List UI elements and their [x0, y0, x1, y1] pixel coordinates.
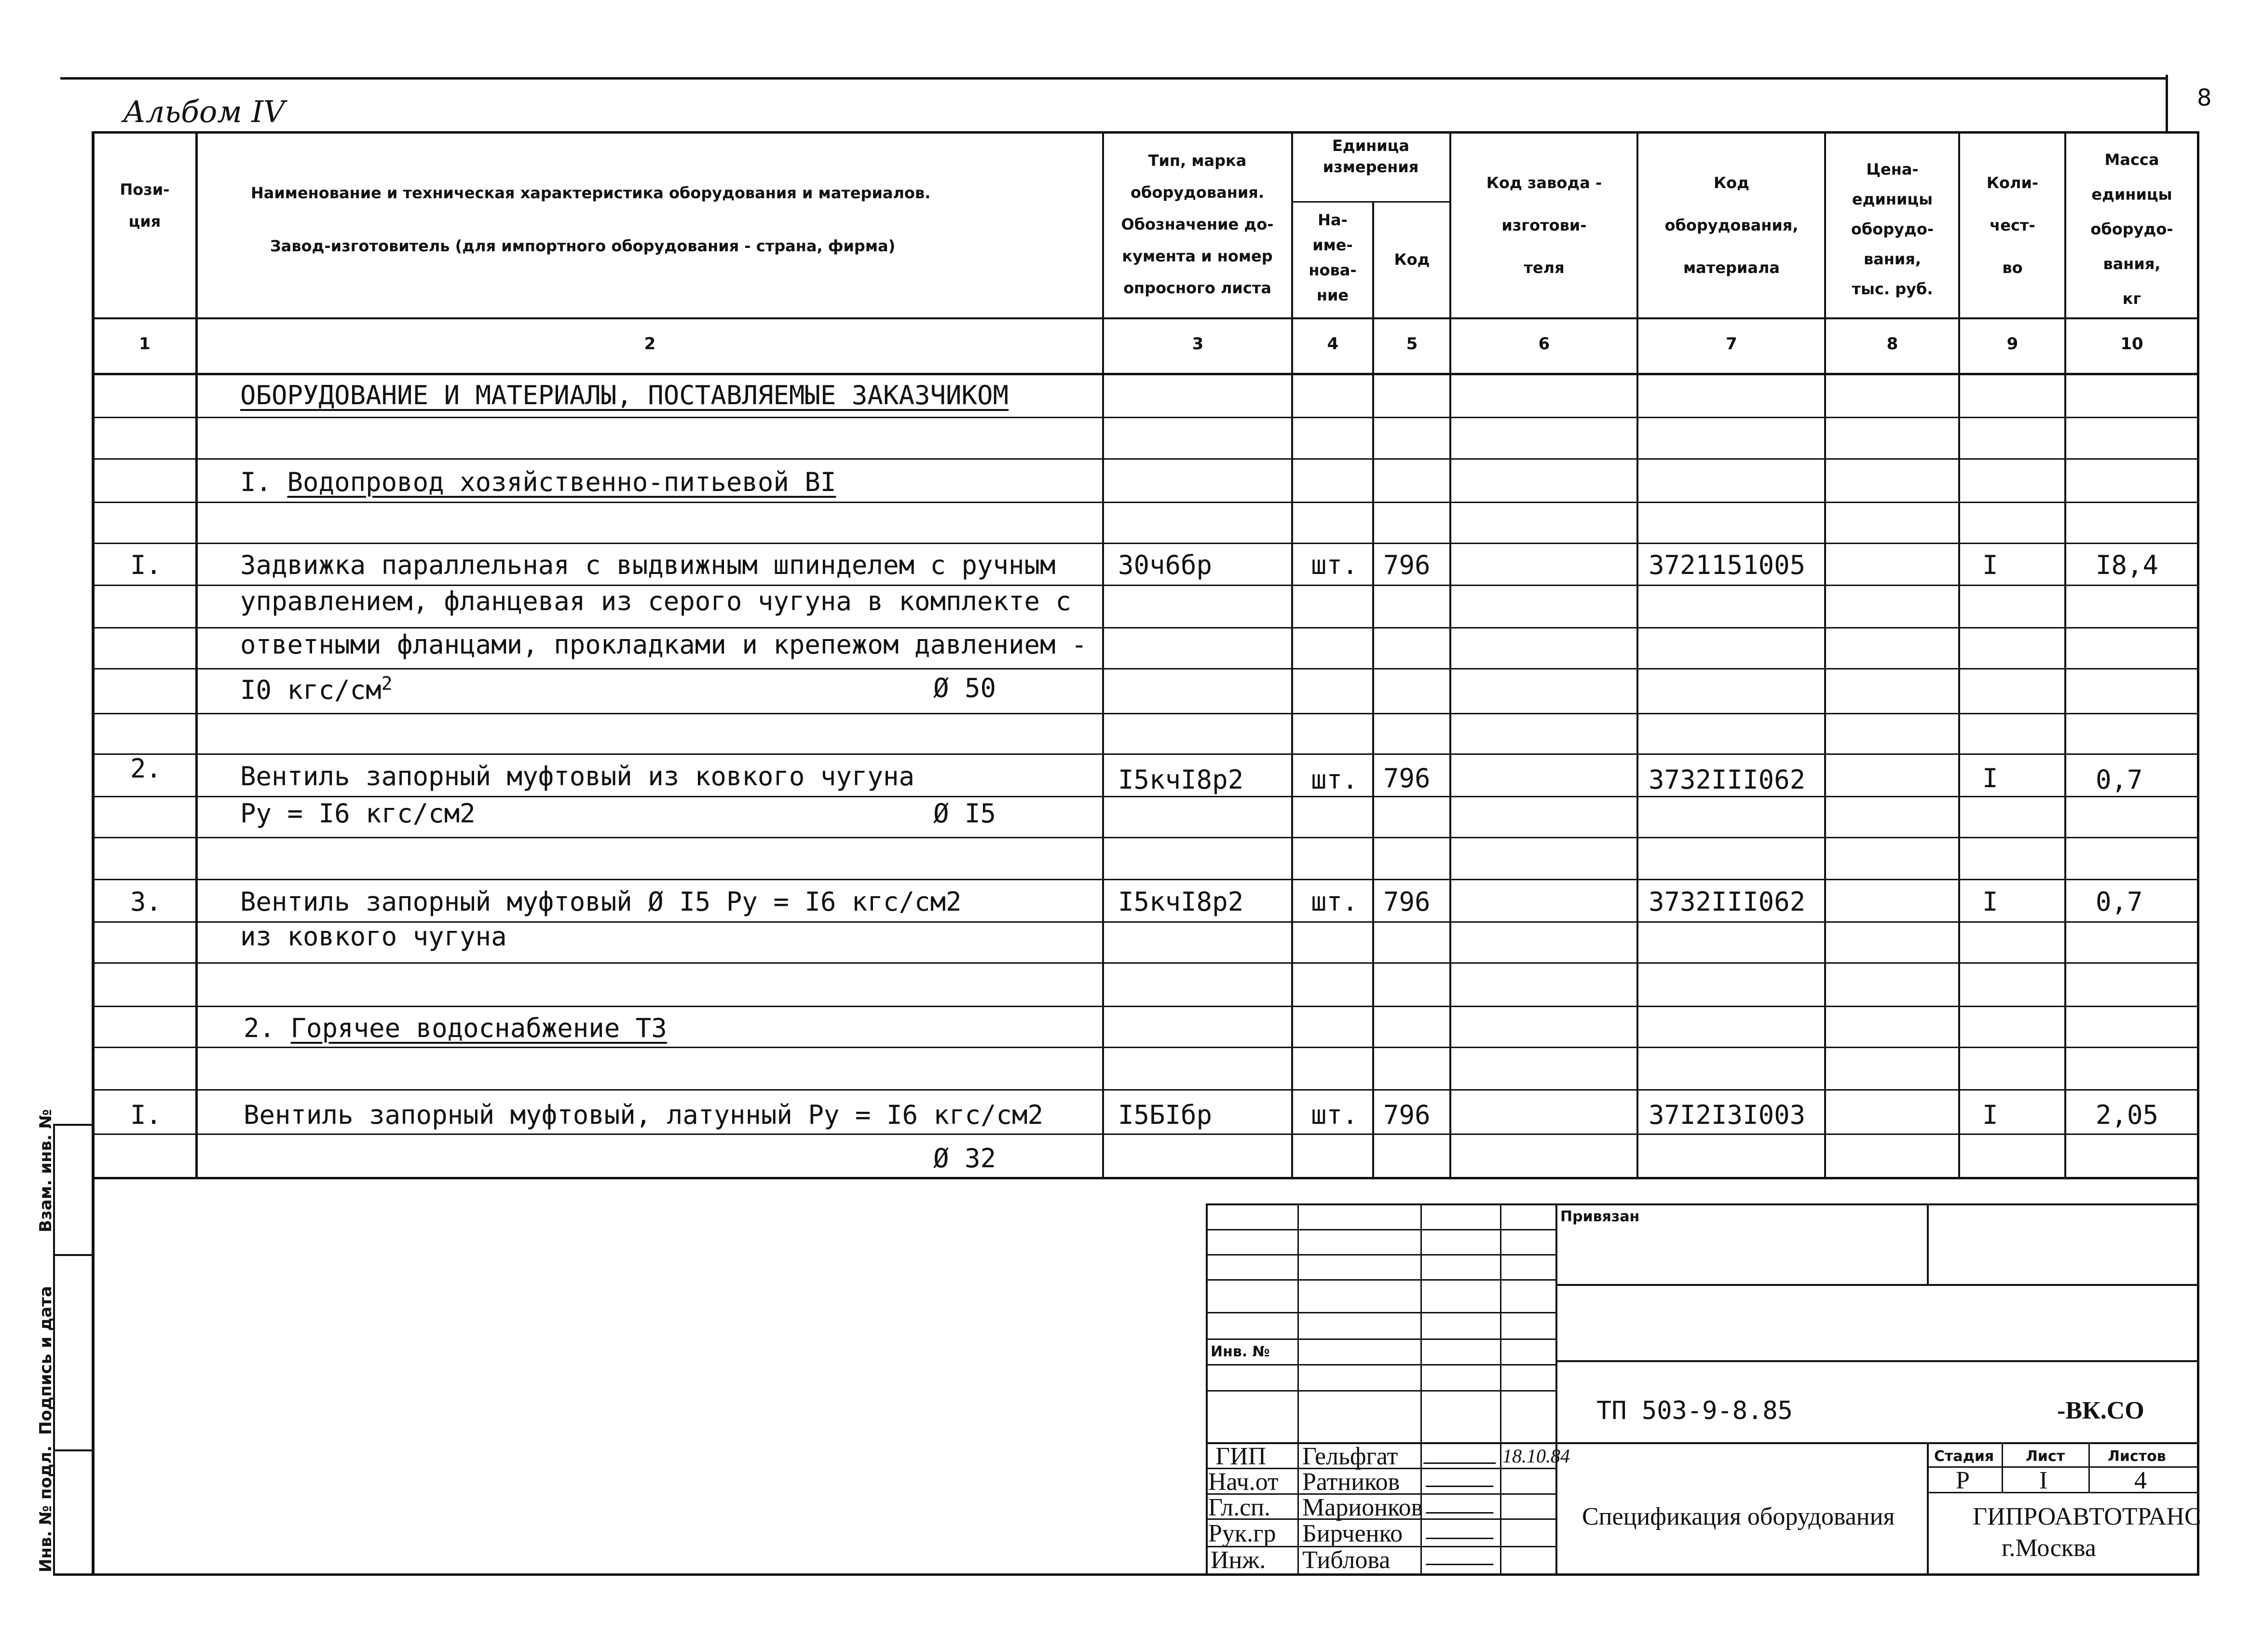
item2-desc-line1: Вентиль запорный муфтовый из ковкого чугуна	[240, 761, 914, 792]
row-line	[92, 713, 2199, 714]
name-gip: Гельфгат	[1302, 1443, 1398, 1470]
header-bottom	[92, 317, 2199, 319]
document-code: ТП 503-9-8.85	[1596, 1396, 1793, 1425]
item2-unit-code: 796	[1383, 763, 1431, 793]
header-unit-code: Код	[1394, 250, 1430, 269]
row-line	[92, 796, 2199, 797]
signature-rukgr	[1426, 1528, 1497, 1539]
role-glsp: Гл.сп.	[1208, 1494, 1271, 1521]
date-gip: 18.10.84	[1502, 1445, 1570, 1467]
item3-type: I5кчI8р2	[1118, 887, 1244, 917]
item1-equipment-code: 3721151005	[1649, 550, 1806, 580]
row-line	[92, 962, 2199, 964]
item1-unit-code: 796	[1383, 550, 1431, 580]
item3-position: 3.	[130, 887, 162, 917]
row-line	[92, 543, 2199, 544]
header-type: Тип, марка оборудования. Обозначение до- кумента и номер опросного листа	[1121, 151, 1274, 297]
item3-desc-line2: из ковкого чугуна	[240, 921, 507, 952]
frame-bottom	[53, 1573, 2199, 1576]
header-unit: Единица измерения	[1323, 137, 1419, 176]
item4-equipment-code: 37I2I3I003	[1649, 1100, 1806, 1130]
col-num-3: 3	[1192, 334, 1204, 354]
document-title: Спецификация оборудования	[1582, 1503, 1895, 1530]
row-line	[92, 753, 2199, 755]
header-equipment-code: Код оборудования, материала	[1664, 174, 1799, 277]
item1-desc-line2: управлением, фланцевая из серого чугуна в комплекте с	[240, 586, 1072, 616]
row-line	[92, 879, 2199, 880]
header-position: Пози- ция	[120, 180, 170, 231]
side-stamp-vzam: Взам. инв. №	[36, 1109, 55, 1232]
tb-h	[1206, 1390, 1555, 1392]
signature-inzh	[1426, 1554, 1497, 1565]
item2-diameter: Ø I5	[933, 798, 996, 829]
col-num-9: 9	[2006, 334, 2018, 354]
tb-h	[1206, 1279, 1555, 1281]
col-line-4	[1372, 201, 1374, 1178]
col-line-8	[1958, 131, 1960, 1178]
tb-h	[1206, 1364, 1555, 1365]
tb-h	[1206, 1229, 1555, 1230]
tb-top	[1206, 1203, 2199, 1205]
role-nach: Нач.от	[1208, 1468, 1279, 1496]
row-line	[92, 837, 2199, 838]
code-row-top	[1555, 1360, 2199, 1362]
sheets-label: Листов	[2108, 1448, 2166, 1465]
item1-mass: I8,4	[2096, 550, 2159, 580]
unit-subheader-line	[1291, 201, 1450, 203]
tb-h	[1206, 1312, 1555, 1313]
sheets-value: 4	[2134, 1467, 2147, 1494]
role-gip: ГИП	[1215, 1443, 1267, 1470]
tb-h	[1206, 1254, 1555, 1256]
page-number: 8	[2197, 84, 2212, 111]
tb-h	[1206, 1338, 1555, 1340]
section-heading-main: ОБОРУДОВАНИЕ И МАТЕРИАЛЫ, ПОСТАВЛЯЕМЫЕ ЗАКАЗЧИКОМ	[240, 380, 1009, 410]
album-label: Альбом IV	[123, 94, 285, 129]
header-name-line1: Наименование и техническая характеристика оборудования и материалов.	[251, 184, 931, 202]
item2-quantity: I	[1982, 763, 1998, 793]
row-line	[92, 502, 2199, 503]
col-line-7	[1824, 131, 1826, 1178]
row-line	[92, 1089, 2199, 1091]
item4-desc-line1: Вентиль запорный муфтовый, латунный Ру = I6 кгс/см2	[244, 1100, 1044, 1130]
header-factory-code: Код завода - изготови- теля	[1486, 174, 1602, 277]
col-line-9	[2064, 131, 2066, 1178]
col-num-1: 1	[139, 334, 150, 354]
item1-quantity: I	[1982, 550, 1998, 580]
col-num-8: 8	[1886, 334, 1898, 354]
col-line-6	[1636, 131, 1638, 1178]
item3-equipment-code: 3732III062	[1649, 887, 1806, 917]
row-line	[92, 458, 2199, 460]
privyazan-bottom	[1555, 1284, 2199, 1286]
item1-desc-line1: Задвижка параллельная с выдвижным шпинделем с ручным	[240, 550, 1056, 580]
table-top	[92, 131, 2199, 134]
item2-type: I5кчI8р2	[1118, 765, 1244, 795]
item1-position: I.	[130, 550, 162, 580]
item2-unit: шт.	[1311, 765, 1358, 795]
item3-quantity: I	[1982, 887, 1998, 917]
table-bottom	[92, 1177, 2199, 1179]
item1-desc-line3: ответными фланцами, прокладками и крепежом давлением -	[240, 629, 1087, 660]
organization: ГИПРОАВТОТРАНС	[1973, 1503, 2201, 1530]
row-line	[92, 1133, 2199, 1135]
item3-unit: шт.	[1311, 887, 1358, 917]
section-heading-1: I. Водопровод хозяйственно-питьевой BI	[240, 467, 836, 497]
header-price: Цена- единицы оборудо- вания, тыс. руб.	[1851, 160, 1934, 298]
side-stamp-div1	[53, 1254, 94, 1256]
item4-unit: шт.	[1311, 1100, 1358, 1130]
stage-box-left	[1927, 1442, 1929, 1575]
col-line-5	[1449, 131, 1451, 1178]
colnum-bottom	[92, 373, 2199, 375]
col-num-2: 2	[644, 334, 656, 354]
stage-value: Р	[1956, 1467, 1970, 1494]
organization-city: г.Москва	[2002, 1534, 2096, 1562]
item3-desc-line1: Вентиль запорный муфтовый Ø I5 Ру = I6 кгс/см2	[240, 887, 962, 917]
col-num-7: 7	[1726, 334, 1737, 354]
row-line	[92, 1006, 2199, 1007]
signature-nach	[1426, 1476, 1497, 1487]
col-line-3	[1291, 131, 1293, 1178]
privyazan-label: Привязан	[1560, 1208, 1640, 1225]
item4-mass: 2,05	[2096, 1100, 2159, 1130]
role-rukgr: Рук.гр	[1208, 1520, 1276, 1547]
name-rukgr: Бирченко	[1302, 1520, 1403, 1547]
row-line	[92, 627, 2199, 628]
stage-label: Стадия	[1934, 1448, 1994, 1465]
col-num-4: 4	[1327, 334, 1339, 354]
side-stamp-div2	[53, 1449, 94, 1451]
side-stamp-top	[53, 1124, 94, 1126]
item4-position: I.	[130, 1100, 162, 1130]
stage-v1	[2002, 1442, 2003, 1493]
header-mass: Масса единицы оборудо- вания, кг	[2090, 150, 2173, 308]
item3-unit-code: 796	[1383, 887, 1431, 917]
item2-equipment-code: 3732III062	[1649, 765, 1806, 795]
item1-type: 30ч6бр	[1118, 550, 1213, 580]
col-num-6: 6	[1538, 334, 1550, 354]
col-line-2	[1102, 131, 1104, 1178]
tb-v4	[1555, 1203, 1557, 1575]
header-quantity: Коли- чест- во	[1986, 174, 2039, 277]
item4-quantity: I	[1982, 1100, 1998, 1130]
table-right	[2197, 131, 2199, 1179]
header-unit-name: На- име- нова- ние	[1309, 211, 1357, 304]
inv-no-label: Инв. №	[1211, 1343, 1270, 1360]
item1-desc-line4: I0 кгс/$см^2$	[240, 673, 393, 705]
item2-position: 2.	[130, 753, 162, 784]
item1-diameter: Ø 50	[933, 673, 996, 703]
col-line-1	[195, 131, 198, 1178]
side-stamp-inv-podl: Инв. № подл.	[36, 1445, 55, 1572]
page-number-box-left	[2166, 75, 2168, 133]
name-nach: Ратников	[1302, 1468, 1400, 1496]
signature-glsp	[1426, 1502, 1497, 1514]
side-stamp-right	[92, 1124, 95, 1576]
section-heading-2: 2. Горячее водоснабжение ТЗ	[244, 1013, 667, 1043]
item4-diameter: Ø 32	[933, 1143, 996, 1174]
item2-mass: 0,7	[2096, 765, 2143, 795]
item3-mass: 0,7	[2096, 887, 2143, 917]
sheet-label: Лист	[2026, 1448, 2065, 1465]
row-line	[92, 417, 2199, 418]
name-glsp: Марионков	[1302, 1494, 1423, 1521]
col-num-10: 10	[2120, 334, 2143, 354]
document-suffix: -ВК.СО	[2057, 1397, 2144, 1424]
name-inzh: Тиблова	[1302, 1546, 1391, 1574]
sheet-value: I	[2039, 1467, 2048, 1494]
row-line	[92, 1047, 2199, 1048]
top-rule	[60, 77, 2166, 80]
item2-desc-line2: Ру = I6 кгс/см2	[240, 798, 476, 829]
col-num-5: 5	[1406, 334, 1418, 354]
stage-v2	[2088, 1442, 2090, 1493]
side-stamp-podpis: Подпись и дата	[36, 1286, 55, 1435]
signature-gip	[1423, 1453, 1500, 1464]
role-inzh: Инж.	[1211, 1546, 1266, 1574]
item1-unit: шт.	[1311, 550, 1358, 580]
item4-type: I5БIбр	[1118, 1100, 1213, 1130]
header-name-line2: Завод-изготовитель (для импортного оборудования - страна, фирма)	[270, 237, 896, 255]
item4-unit-code: 796	[1383, 1100, 1431, 1130]
privyazan-divider	[1927, 1203, 1929, 1285]
row-line	[92, 668, 2199, 669]
